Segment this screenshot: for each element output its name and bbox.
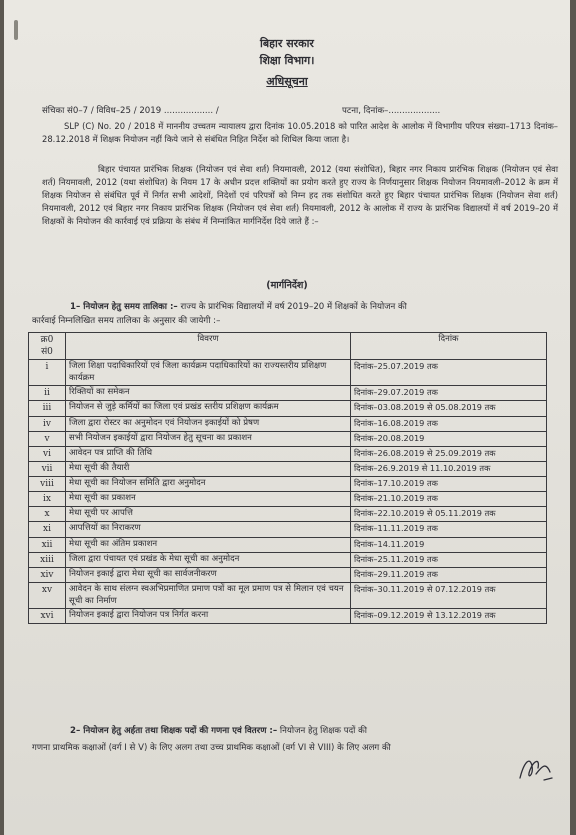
intro-paragraph-1: SLP (C) No. 20 / 2018 में माननीय उच्चतम न्यायालय द्वारा दिनांक 10.05.2018 को पारित आदेश के आलोक में विभागीय परिपत्र संख्या–1713 दिनांक–28.12.2018 में शिक्षक नियोजन नहीं किये जाने से संबंधित निहित निर्देश को शिथिल किया जाता है। [42,121,558,145]
table-row [29,552,547,567]
row-date: दिनांक–03.08.2019 से 05.08.2019 तक [351,401,547,416]
row-serial: xii [29,537,66,552]
row-serial: xiv [29,567,66,582]
table-row [29,416,547,431]
table-header-row [29,333,547,360]
row-serial: iii [29,401,66,416]
header-description: विवरण [66,333,351,360]
row-date: दिनांक–20.08.2019 [351,431,547,446]
document-page [4,0,570,835]
row-date: दिनांक–11.11.2019 तक [351,522,547,537]
intro-paragraph-2: बिहार पंचायत प्रारंभिक शिक्षक (नियोजन एवं सेवा शर्त) नियमावली, 2012 (यथा संशोधित), बिहार नगर निकाय प्रारंभिक शिक्षक (नियोजन एवं सेवा शर्त) नियमावली, 2012 (यथा संशोधित) के नियम 17 के अधीन प्रदत्त शक्तियों का प्रयोग करते हुए राज्य के निर्णयानुसार शिक्षक नियोजन नियमावली–2012 के क्रम में शिक्षक नियोजन से संबंधित पूर्व में निर्गत सभी आदेशों, निदेशों एवं परिपत्रों को निम्न हद तक संशोधित करते हुए बिहार पंचायत प्रारंभिक शिक्षक (नियोजन सेवा शर्त) नियमावली, 2012 एवं बिहार नगर निकाय प्रारंभिक शिक्षक (नियोजन एवं सेवा शर्त) नियमावली, 2012 के आलोक में राज्य के प्रारंभिक विद्यालयों में वर्ष 2019–20 में शिक्षकों के नियोजन की कार्रवाई एवं प्रक्रिया के संबंध में निम्नांकित मार्गनिर्देश दिये जाते हैं :– [42,164,558,227]
department-title: शिक्षा विभाग। [259,54,315,67]
table-row [29,537,547,552]
row-serial: xvi [29,608,66,623]
row-date: दिनांक–22.10.2019 से 05.11.2019 तक [351,507,547,522]
row-description: मेधा सूची पर आपत्ति [66,507,351,522]
row-date: दिनांक–29.07.2019 तक [351,386,547,401]
row-date: दिनांक–29.11.2019 तक [351,567,547,582]
table-row [29,386,547,401]
government-title: बिहार सरकार [260,37,314,50]
section-2-text-cont: गणना प्राथमिक कक्षाओं (वर्ग I से V) के लिए अलग तथा उच्च प्राथमिक कक्षाओं (वर्ग VI से VIII) के लिए अलग की [32,743,391,753]
row-description: सभी नियोजन इकाईयों द्वारा नियोजन हेतु सूचना का प्रकाशन [66,431,351,446]
row-description: जिला द्वारा रोस्टर का अनुमोदन एवं नियोजन इकाईयों को प्रेषण [66,416,351,431]
row-serial: vi [29,446,66,461]
row-serial: iv [29,416,66,431]
row-description: आवेदन के साथ संलग्न स्वअभिप्रमाणित प्रमाण पत्रों का मूल प्रमाण पत्र से मिलान एवं चयन सूची का निर्माण [66,583,351,609]
table-row [29,461,547,476]
row-description: मेधा सूची का प्रकाशन [66,492,351,507]
table-row [29,446,547,461]
section-1-text-cont: कार्रवाई निम्नलिखित समय तालिका के अनुसार की जायेगी :– [32,316,221,326]
row-serial: v [29,431,66,446]
row-date: दिनांक–26.9.2019 से 11.10.2019 तक [351,461,547,476]
header-serial-line1: क्र0 [40,335,54,345]
table-row [29,401,547,416]
row-description: मेधा सूची की तैयारी [66,461,351,476]
row-date: दिनांक–25.11.2019 तक [351,552,547,567]
table-row [29,492,547,507]
section-2-title: 2– नियोजन हेतु अर्हता तथा शिक्षक पदों की गणना एवं वितरण :– [70,726,278,736]
place-date: पटना, दिनांक–................... [342,106,441,116]
row-description: मेधा सूची का नियोजन समिति द्वारा अनुमोदन [66,477,351,492]
row-date: दिनांक–17.10.2019 तक [351,477,547,492]
section-1-line [70,300,407,312]
table-row [29,522,547,537]
table-row [29,360,547,386]
row-serial: viii [29,477,66,492]
section-2-line [70,724,367,736]
reference-number: संचिका सं0–7 / विविध–25 / 2019 .................. / [42,106,219,116]
row-serial: ix [29,492,66,507]
row-description: नियोजन से जुड़े कर्मियों का जिला एवं प्रखंड स्तरीय प्रशिक्षण कार्यक्रम [66,401,351,416]
row-serial: ii [29,386,66,401]
table-row [29,431,547,446]
row-description: रिक्तियों का समेकन [66,386,351,401]
header-serial-line2: सं0 [41,347,53,358]
table-row [29,567,547,582]
row-date: दिनांक–14.11.2019 [351,537,547,552]
row-date: दिनांक–21.10.2019 तक [351,492,547,507]
table-row [29,608,547,623]
section-1-title: 1– नियोजन हेतु समय तालिका :– [70,302,178,312]
row-serial: xiii [29,552,66,567]
row-description: नियोजन इकाई द्वारा मेधा सूची का सार्वजनीकरण [66,567,351,582]
table-row [29,583,547,609]
guideline-heading: (मार्गनिर्देश) [266,280,308,291]
row-serial: i [29,360,66,386]
row-description: आपत्तियों का निराकरण [66,522,351,537]
row-description: मेधा सूची का अंतिम प्रकाशन [66,537,351,552]
row-date: दिनांक–16.08.2019 तक [351,416,547,431]
section-1-text: राज्य के प्रारंभिक विद्यालयों में वर्ष 2019–20 में शिक्षकों के नियोजन की [180,302,407,312]
row-description: नियोजन इकाई द्वारा नियोजन पत्र निर्गत करना [66,608,351,623]
table-row [29,507,547,522]
row-description: जिला द्वारा पंचायत एवं प्रखंड के मेधा सूची का अनुमोदन [66,552,351,567]
row-description: जिला शिक्षा पदाधिकारियों एवं जिला कार्यक्रम पदाधिकारियों का राज्यस्तरीय प्रशिक्षण कार्यक्रम [66,360,351,386]
row-serial: xv [29,583,66,609]
row-description: आवेदन पत्र प्राप्ति की तिथि [66,446,351,461]
row-date: दिनांक–26.08.2019 से 25.09.2019 तक [351,446,547,461]
row-serial: xi [29,522,66,537]
section-2-text: नियोजन हेतु शिक्षक पदों की [279,726,367,736]
row-serial: vii [29,461,66,476]
header-date: दिनांक [351,333,547,360]
header-serial [29,333,66,360]
row-date: दिनांक–30.11.2019 से 07.12.2019 तक [351,583,547,609]
row-serial: x [29,507,66,522]
table-row [29,477,547,492]
schedule-table [28,332,547,624]
row-date: दिनांक–09.12.2019 से 13.12.2019 तक [351,608,547,623]
signature-mark [516,752,556,786]
row-date: दिनांक–25.07.2019 तक [351,360,547,386]
document-type: अधिसूचना [266,75,308,88]
